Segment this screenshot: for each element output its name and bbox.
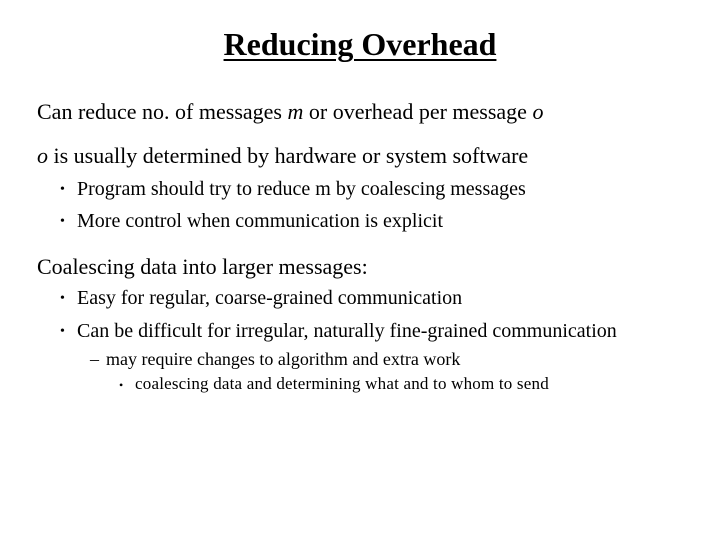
bullet-dot: •: [60, 214, 65, 229]
para1-var-o: o: [532, 99, 544, 124]
paragraph-reduce-messages: [37, 98, 543, 126]
bullet-text: Can be difficult for irregular, naturally fine-grained communication: [77, 320, 617, 342]
bullet-text: Program should try to reduce m by coalescing messages: [77, 178, 526, 200]
slide-title-text: Reducing Overhead: [223, 26, 497, 62]
bullet-dot: •: [60, 182, 65, 197]
sub-sub-bullet-text: coalescing data and determining what and to whom to send: [135, 374, 549, 393]
para2-var-o: o: [37, 143, 48, 168]
para1-var-m: m: [287, 99, 304, 124]
bullet-item: [60, 208, 700, 234]
bullet-dot: •: [119, 378, 124, 392]
paragraph-coalescing: [37, 253, 368, 281]
bullet-item: [60, 285, 710, 311]
bullet-item: [60, 318, 715, 344]
sub-sub-bullet-item: [119, 373, 709, 394]
para2-text: is usually determined by hardware or system software: [48, 143, 529, 168]
bullet-text: More control when communication is explicit: [77, 210, 444, 232]
para1-text-b: or overhead per message: [303, 99, 533, 124]
para1-text-a: Can reduce no. of messages: [37, 99, 288, 124]
paragraph-overhead-determined: [37, 142, 528, 170]
slide-title: [0, 22, 720, 66]
bullet-item: [60, 176, 700, 202]
dash-glyph: –: [90, 349, 99, 369]
bullet-text: Easy for regular, coarse-grained communication: [77, 287, 463, 309]
bullet-dot: •: [60, 324, 65, 339]
sub-dash-text: may require changes to algorithm and extra work: [106, 349, 461, 369]
bullet-dot: •: [60, 291, 65, 306]
para3-text: Coalescing data into larger messages:: [37, 254, 368, 279]
sub-dash-item: [90, 348, 690, 370]
